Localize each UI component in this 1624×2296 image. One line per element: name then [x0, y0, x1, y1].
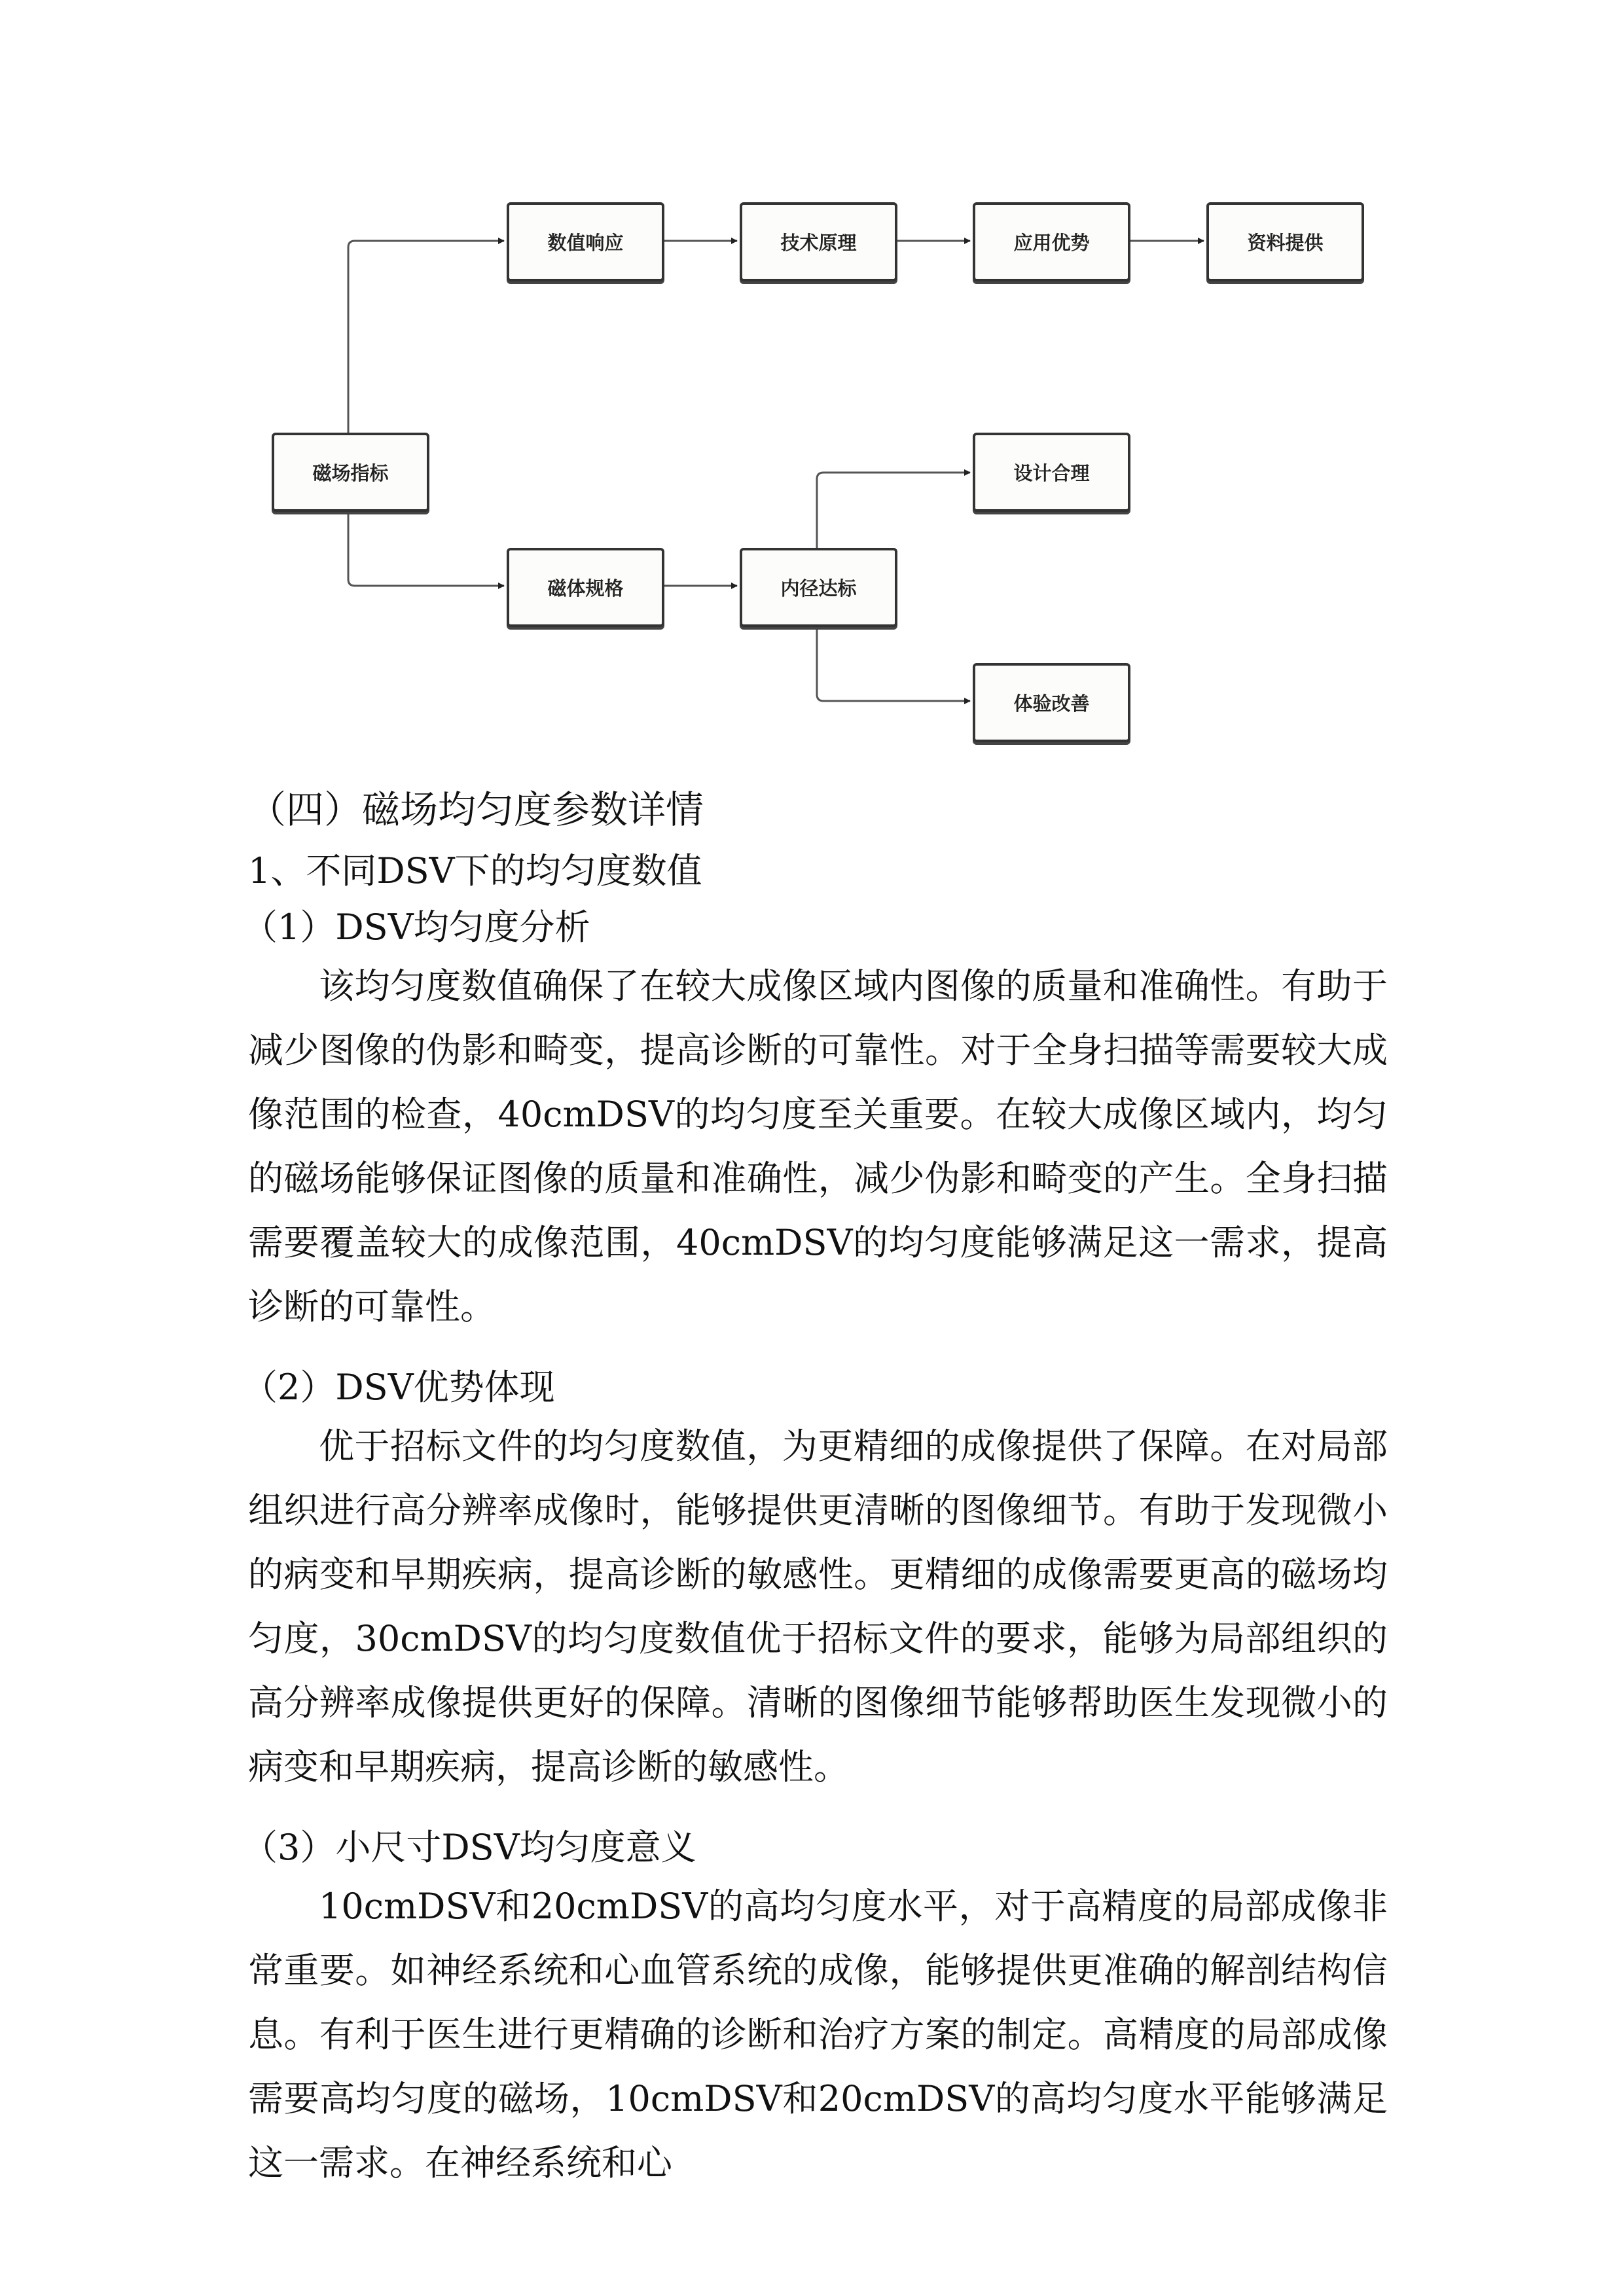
flow-node: 应用优势: [973, 202, 1130, 281]
item-title: （2）DSV优势体现: [242, 1367, 555, 1408]
flow-node: 磁体规格: [507, 548, 664, 627]
paragraph: 优于招标文件的均匀度数值，为更精细的成像提供了保障。在对局部组织进行高分辨率成像时，能够提供更清晰的图像细节。有助于发现微小的病变和早期疾病，提高诊断的敏感性。更精细的成像需要更高的磁场均匀度，30cmDSV的均匀度数值优于招标文件的要求，能够为局部组织的高分辨率成像提供更好的保障。清晰的图像细节能够帮助医生发现微小的病变和早期疾病，提高诊断的敏感性。: [248, 1426, 1388, 1787]
paragraph: 该均匀度数值确保了在较大成像区域内图像的质量和准确性。有助于减少图像的伪影和畸变，提高诊断的可靠性。对于全身扫描等需要较大成像范围的检查，40cmDSV的均匀度至关重要。在较大成像区域内，均匀的磁场能够保证图像的质量和准确性，减少伪影和畸变的产生。全身扫描需要覆盖较大的成像范围，40cmDSV的均匀度能够满足这一需求，提高诊断的可靠性。: [248, 965, 1388, 1327]
flow-node: 资料提供: [1206, 202, 1364, 281]
item-title: （1）DSV均匀度分析: [242, 906, 590, 948]
paragraph: 10cmDSV和20cmDSV的高均匀度水平，对于高精度的局部成像非常重要。如神经系统和心血管系统的成像，能够提供更准确的解剖结构信息。有利于医生进行更精确的诊断和治疗方案的制定。高精度的局部成像需要高均匀度的磁场，10cmDSV和20cmDSV的高均匀度水平能够满足这一需求。在神经系统和心: [248, 1886, 1388, 2183]
flow-node: 技术原理: [740, 202, 897, 281]
subheading: 1、不同DSV下的均匀度数值: [248, 850, 702, 891]
flow-node: 内径达标: [740, 548, 897, 627]
flow-node: 设计合理: [973, 433, 1130, 512]
item-title: （3）小尺寸DSV均匀度意义: [242, 1827, 696, 1868]
flow-node-root: 磁场指标: [272, 433, 429, 512]
flow-node: 数值响应: [507, 202, 664, 281]
section-heading: （四）磁场均匀度参数详情: [248, 787, 704, 832]
section-body: [242, 778, 1388, 2217]
flow-node: 体验改善: [973, 663, 1130, 742]
flowchart-connectors: [0, 0, 1624, 785]
